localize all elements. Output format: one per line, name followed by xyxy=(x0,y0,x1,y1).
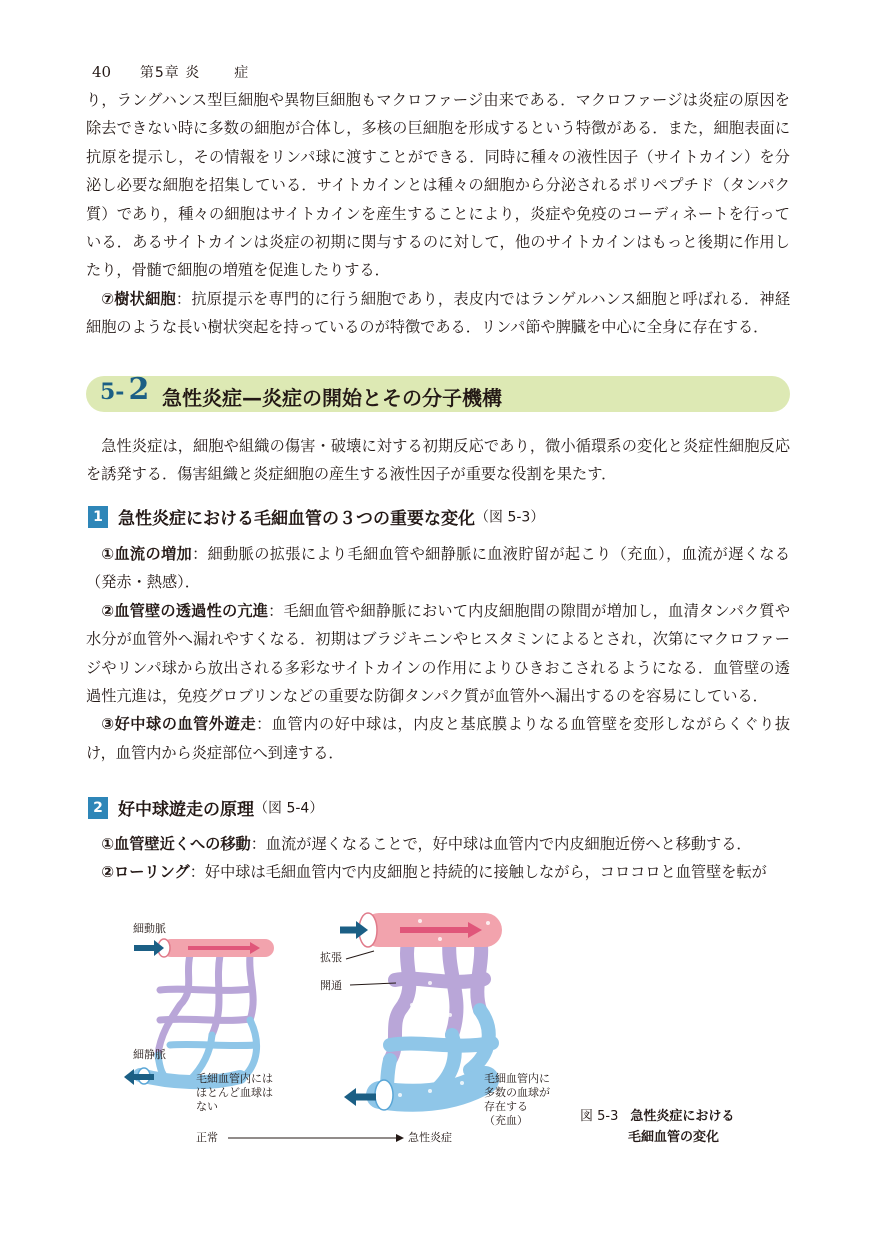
note-normal-line: ない xyxy=(196,1100,218,1113)
item-text: ：毛細血管や細静脈において内皮細胞間の隙間が増加し，血清タンパク質や水分が血管外へ漏れやすくなる．初期はブラジキニンやヒスタミンによるとされ，次第にマクロファージやリンパ球から放出される多彩なサイトカインの作用によりひきおこされるようになる．血管壁の透過性亢進は，免疫グロブリンなどの重要な防御タンパク質が血管外へ漏出するのを容易にしている． xyxy=(86,601,791,706)
dilation-leader-line xyxy=(346,951,374,959)
axis-label-normal: 正常 xyxy=(196,1131,218,1144)
item-term: ②ローリング xyxy=(101,863,190,882)
chapter-label-end: 症 xyxy=(234,65,249,81)
outflow-arrowhead xyxy=(124,1069,134,1085)
section-number-prefix: 5- xyxy=(100,379,125,405)
note-acute-line: 存在する xyxy=(484,1100,528,1113)
item-term: ①血流の増加 xyxy=(101,545,193,563)
caption-line-1: 急性炎症における xyxy=(630,1109,735,1124)
section-title: 急性炎症—炎症の開始とその分子機構 xyxy=(162,386,502,410)
opening-leader-line xyxy=(350,983,396,985)
item-term: ①血管壁近くへの移動 xyxy=(101,835,251,853)
note-acute xyxy=(484,1072,550,1128)
subsection-1-ref: （図 5-3） xyxy=(475,509,545,526)
section-lead: 急性炎症は，細胞や組織の傷害・破壊に対する初期反応であり，微小循環系の変化と炎症性細胞反応を誘発する．傷害組織と炎症細胞の産生する液性因子が重要な役割を果たす． xyxy=(86,437,790,484)
acute-outflow-arrowhead xyxy=(344,1088,356,1106)
note-acute-line: 多数の血球が xyxy=(484,1086,550,1099)
intro-paragraph-2-text: ：抗原提示を専門的に行う細胞であり，表皮内ではランゲルハンス細胞と呼ばれる．神経細胞のような長い樹状突起を持っているのが特徴である．リンパ節や脾臓を中心に全身に存在する． xyxy=(86,289,791,337)
progress-axis-arrowhead xyxy=(396,1134,404,1142)
intro-block xyxy=(86,86,790,342)
note-acute-line: 毛細血管内に xyxy=(484,1072,550,1085)
running-header xyxy=(92,62,248,82)
item-term: ②血管壁の透過性の亢進 xyxy=(101,601,269,620)
acute-venule-opening xyxy=(375,1080,393,1110)
term-dendritic-cell: ⑦樹状細胞 xyxy=(101,289,176,308)
page-number: 40 xyxy=(92,63,112,81)
note-normal xyxy=(196,1072,273,1114)
figure-caption xyxy=(580,1106,734,1148)
section-number-main: 2 xyxy=(128,372,150,407)
section-number xyxy=(100,372,149,407)
chapter-label: 第5章 炎 xyxy=(139,65,201,81)
subsection-2-ref: （図 5-4） xyxy=(254,800,324,817)
list-item xyxy=(86,858,790,886)
subsection-2-title: 好中球遊走の原理 xyxy=(118,800,254,820)
item-term: ③好中球の血管外遊走 xyxy=(101,715,257,734)
list-item xyxy=(86,540,790,597)
subsection-2-heading xyxy=(88,795,323,820)
axis-label-acute: 急性炎症 xyxy=(408,1131,452,1144)
subsection-1-title: 急性炎症における毛細血管の３つの重要な変化 xyxy=(118,509,475,529)
item-text: ：血管内の好中球は，内皮と基底膜よりなる血管壁を変形しながらくぐり抜け，血管内から炎症部位へ到達する． xyxy=(86,715,791,762)
subsection-1-heading xyxy=(88,504,544,529)
subsection-2-body xyxy=(86,830,790,887)
label-venule: 細静脈 xyxy=(133,1048,166,1061)
item-text: ：好中球は毛細血管内で内皮細胞と持続的に接触しながら，コロコロと血管壁を転が xyxy=(189,863,767,882)
subsection-1-badge: 1 xyxy=(88,506,108,528)
note-acute-line: （充血） xyxy=(484,1114,528,1127)
normal-capillary-net xyxy=(158,955,253,1055)
label-opening: 開通 xyxy=(320,979,342,992)
subsection-1-body xyxy=(86,540,790,767)
item-text: ：細動脈の拡張により毛細血管や細静脈に血液貯留が起こり（充血），血流が遅くなる（発赤・熱感）． xyxy=(86,545,791,592)
intro-paragraph-1: り，ラングハンス型巨細胞や異物巨細胞もマクロファージ由来である．マクロファージは炎症の原因を除去できない時に多数の細胞が合体し，多核の巨細胞を形成するという特徴がある．また，細胞表面に抗原を提示し，その情報をリンパ球に渡すことができる．同時に種々の液性因子（サイトカイン）を分泌し必要な細胞を招集している．サイトカインとは種々の細胞から分泌されるポリペプチド（タンパク質）であり，種々の細胞はサイトカインを産生することにより，炎症や免疫のコーディネートを行っている．あるサイトカインは炎症の初期に関与するのに対して，他のサイトカインはもっと後期に作用したり，骨髄で細胞の増殖を促進したりする． xyxy=(86,91,790,280)
label-dilation: 拡張 xyxy=(320,951,342,964)
note-normal-line: ほとんど血球は xyxy=(196,1086,273,1099)
list-item xyxy=(86,597,790,711)
intro-paragraph-2 xyxy=(86,285,790,342)
caption-line-2: 毛細血管の変化 xyxy=(628,1130,720,1145)
subsection-2-badge: 2 xyxy=(88,797,108,819)
list-item xyxy=(86,830,790,858)
label-arteriole: 細動脈 xyxy=(133,922,166,935)
caption-number: 図 5-3 xyxy=(580,1109,619,1124)
acute-venule xyxy=(380,1080,485,1098)
list-item xyxy=(86,710,790,767)
note-normal-line: 毛細血管内には xyxy=(196,1072,273,1085)
item-text: ：血流が遅くなることで，好中球は血管内で内皮細胞近傍へと移動する． xyxy=(250,835,752,853)
